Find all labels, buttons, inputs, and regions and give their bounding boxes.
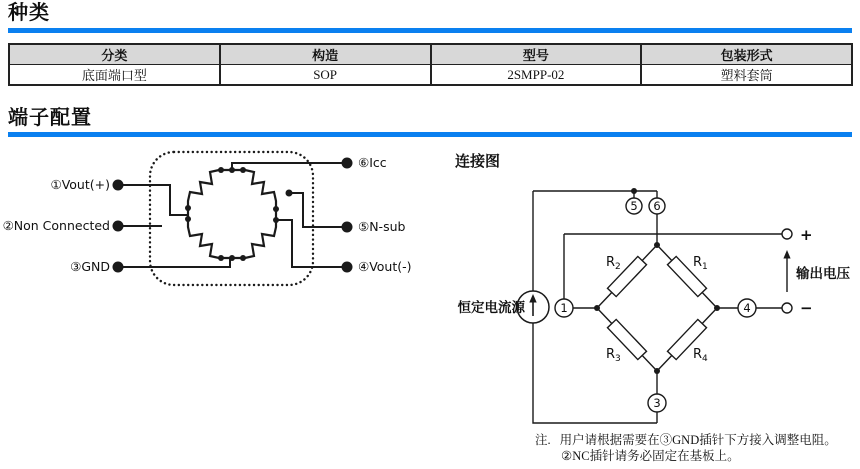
pin1-label: ①Vout(+) — [50, 177, 110, 192]
nsub-contact-dot — [286, 190, 293, 197]
resistor-r2-label: $R_2$ — [606, 255, 621, 272]
connection-note — [535, 433, 837, 464]
note-prefix: 注. — [535, 433, 551, 447]
connection-diagram — [440, 170, 860, 469]
pin5-dot — [342, 222, 353, 233]
pin1-wire — [118, 185, 188, 215]
pin6-wire — [232, 163, 347, 170]
plus-terminal-circle — [782, 229, 792, 239]
table-row — [9, 65, 852, 86]
section-title-types: 种类 — [8, 2, 50, 24]
pin4-dot — [342, 262, 353, 273]
cell-model: 2SMPP-02 — [431, 65, 642, 86]
node-circles — [555, 198, 756, 412]
pin3-wire — [118, 258, 230, 267]
pin3-label: ③GND — [70, 259, 110, 274]
pin6-dot — [342, 158, 353, 169]
col-header-packaging: 包装形式 — [641, 44, 852, 65]
pin5-wire — [289, 193, 347, 227]
resistor-r4-label: $R_4$ — [693, 347, 708, 364]
resistor-r1-label: $R_1$ — [693, 255, 708, 272]
node3-number: 3 — [653, 396, 661, 410]
pin2-label: ②Non Connected — [2, 218, 110, 233]
pin-configuration-diagram — [0, 140, 440, 310]
accent-bar-types — [8, 28, 852, 33]
pin3-dot — [113, 262, 124, 273]
minus-terminal-circle — [782, 303, 792, 313]
current-source-label: 恒定电流源 — [457, 300, 525, 316]
pin6-label: ⑥Icc — [358, 155, 387, 170]
col-header-structure: 构造 — [220, 44, 431, 65]
note-line-1 — [535, 433, 837, 449]
pin2-dot — [113, 221, 124, 232]
output-voltage-arrow-head — [783, 250, 790, 259]
node4-number: 4 — [743, 301, 751, 315]
connection-diagram-title: 连接图 — [455, 153, 501, 170]
pin4-label: ④Vout(-) — [358, 259, 412, 274]
pin5-label: ⑤N-sub — [358, 219, 406, 234]
plus-terminal-label: + — [800, 226, 813, 244]
cell-category: 底面端口型 — [9, 65, 220, 86]
gnd-return-wire — [533, 323, 657, 423]
note-line-2 — [561, 449, 837, 465]
types-table — [8, 43, 853, 86]
minus-terminal-label: − — [800, 299, 813, 317]
col-header-model: 型号 — [431, 44, 642, 65]
table-header-row — [9, 44, 852, 65]
col-header-category: 分类 — [9, 44, 220, 65]
node6-number: 6 — [653, 199, 661, 213]
cell-structure: SOP — [220, 65, 431, 86]
output-voltage-label: 输出电压 — [796, 266, 850, 282]
note-text-2: ②NC插针请务必固定在基板上。 — [561, 448, 740, 463]
accent-bar-terminals — [8, 132, 852, 137]
resistor-r3-label: $R_3$ — [606, 347, 621, 364]
section-title-terminals: 端子配置 — [8, 107, 92, 129]
node1-number: 1 — [560, 301, 568, 315]
cell-packaging: 塑料套筒 — [641, 65, 852, 86]
node5-number: 5 — [630, 199, 638, 213]
bridge-resistors — [607, 256, 706, 359]
bridge-ring — [188, 170, 276, 258]
pin1-dot — [113, 180, 124, 191]
note-text-1: 用户请根据需要在③GND插针下方接入调整电阻。 — [559, 433, 837, 447]
